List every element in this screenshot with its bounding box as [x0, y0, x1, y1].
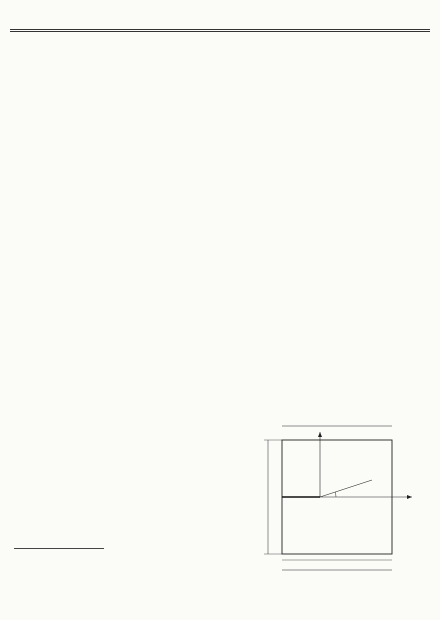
header-rule-thin: [10, 31, 430, 32]
right-column: [224, 210, 426, 239]
x1-axis-arrow: [407, 495, 412, 499]
polar-radius-line: [320, 480, 372, 497]
classification-line: [28, 195, 412, 205]
polar-angle-arc: [335, 492, 336, 497]
left-column: [14, 214, 210, 237]
x2-axis-arrow: [318, 432, 322, 437]
header-rule: [10, 29, 430, 30]
section-2-heading: [224, 220, 426, 231]
section-1-heading: [14, 220, 210, 231]
footnote-rule: [14, 548, 104, 549]
figure-1-crack-diagram: [232, 420, 422, 578]
